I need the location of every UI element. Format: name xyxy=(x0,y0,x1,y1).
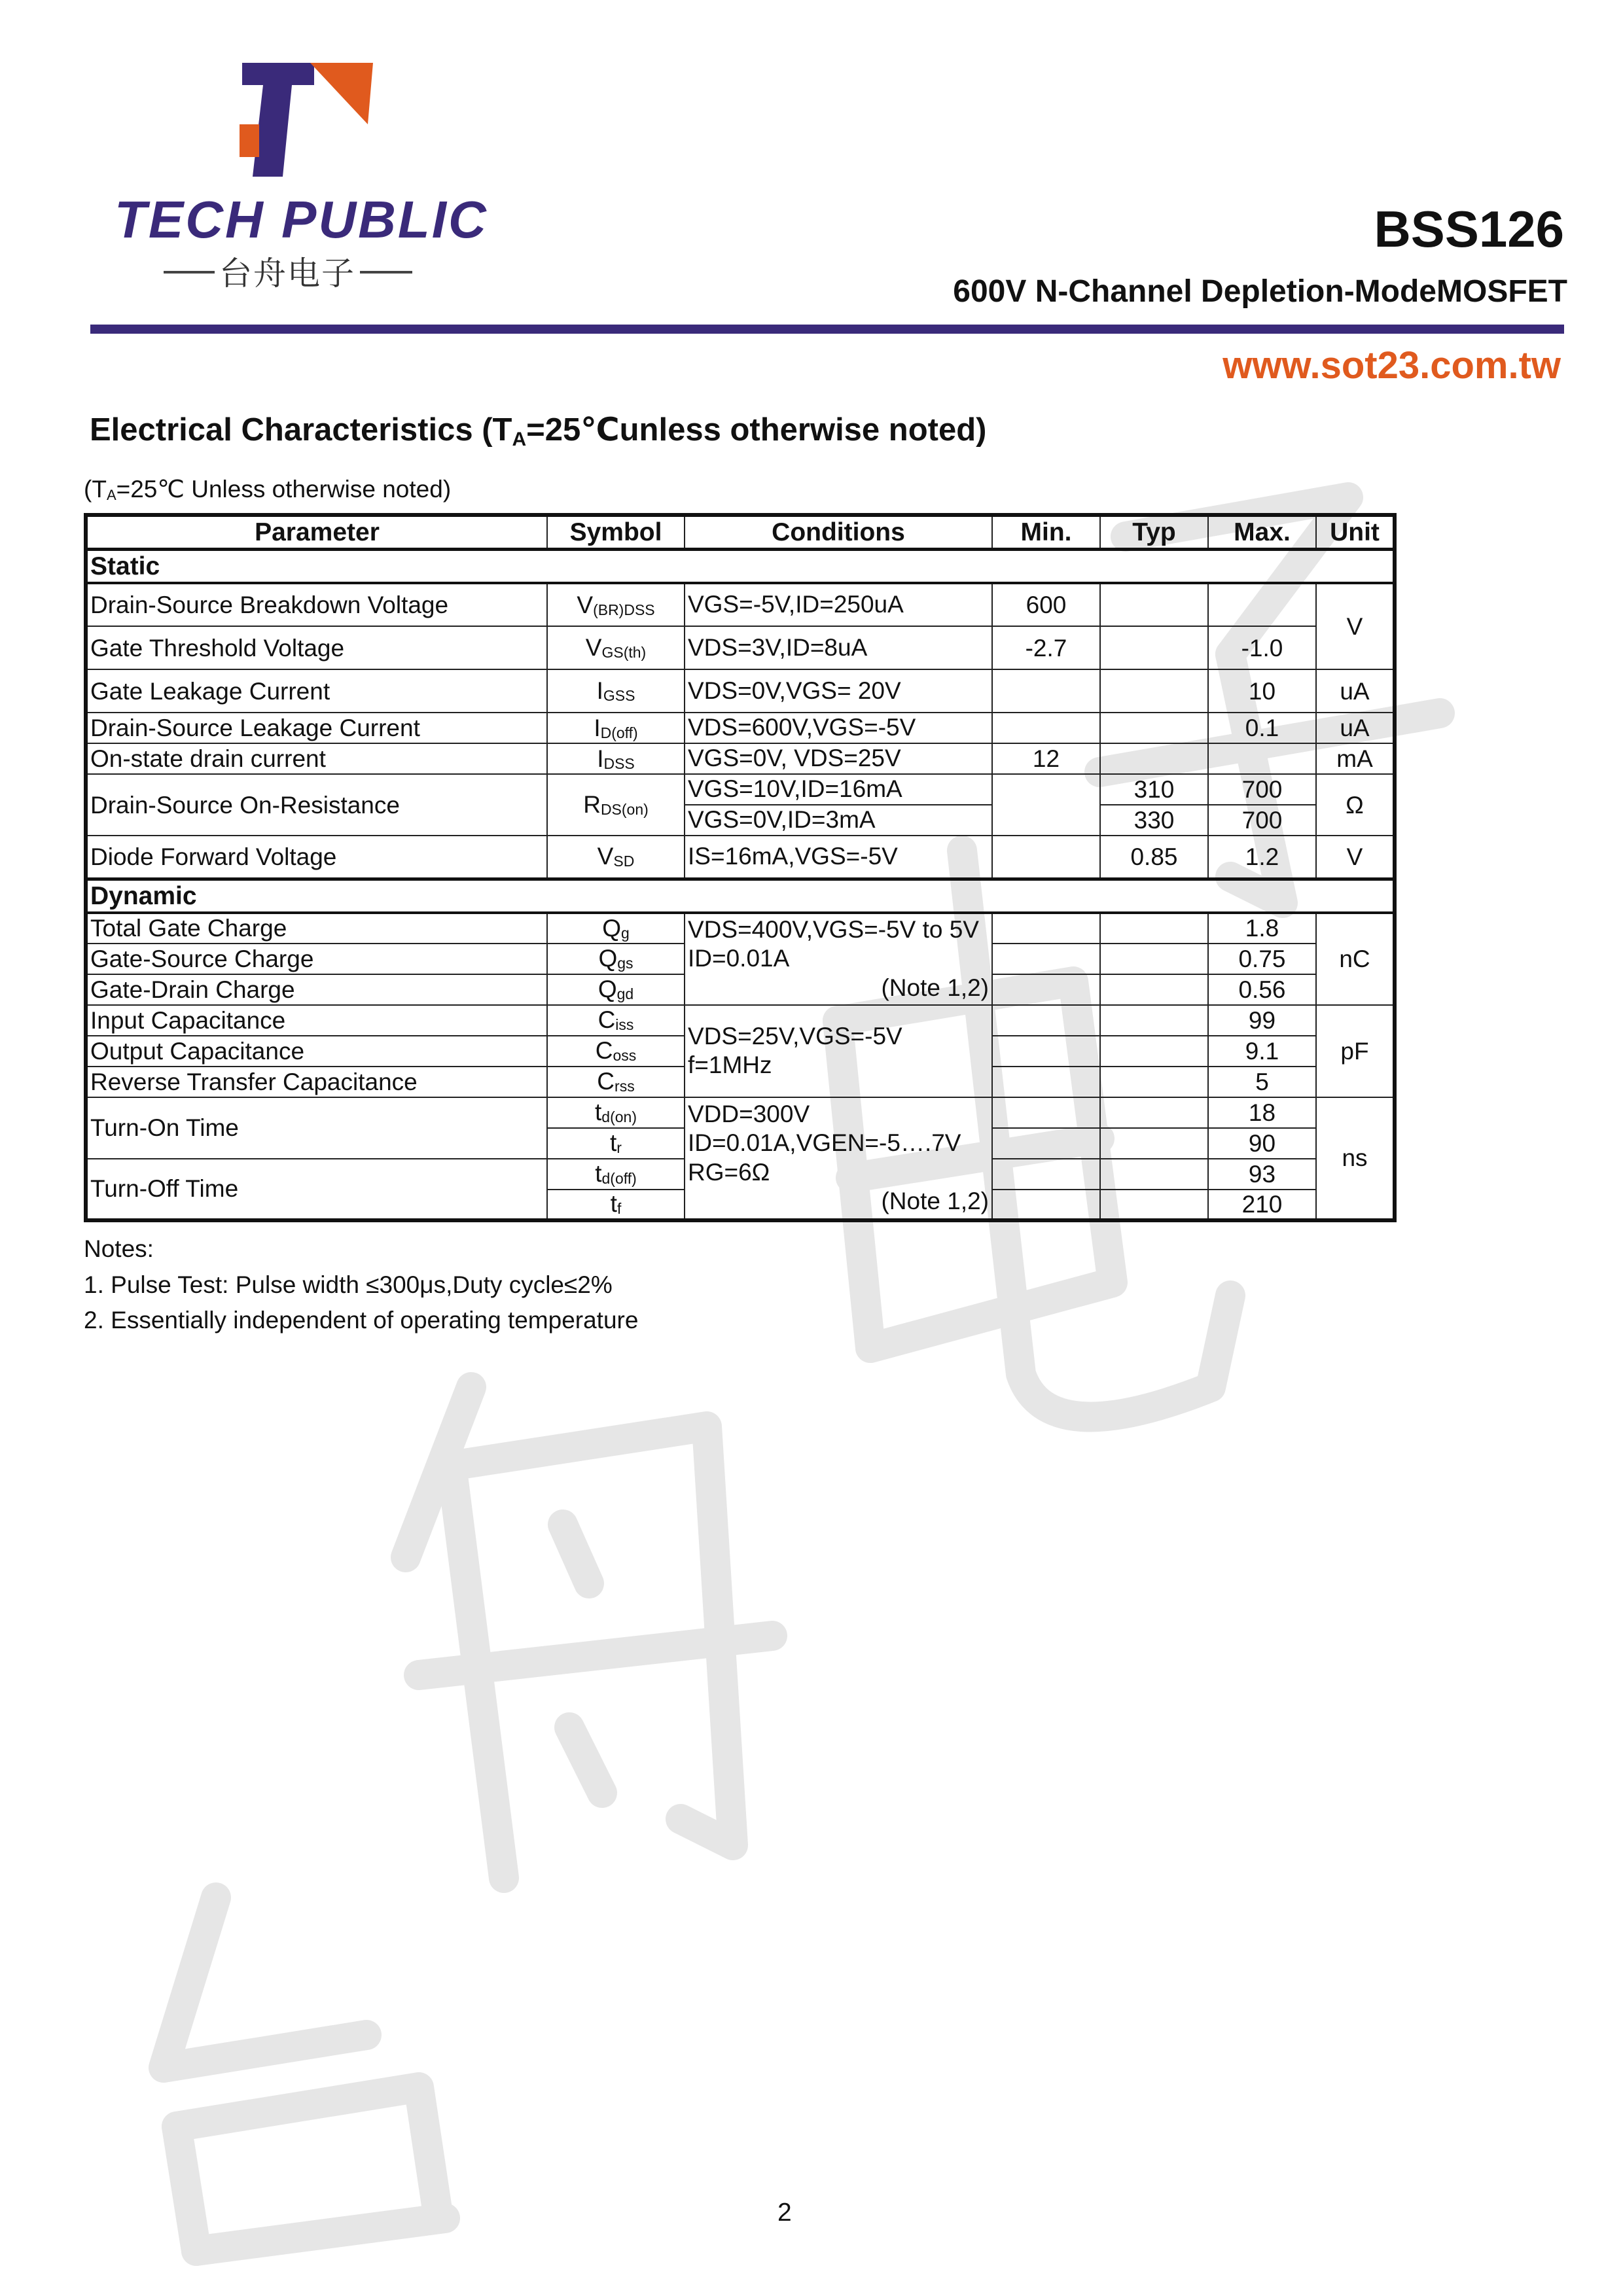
min-cell xyxy=(992,944,1100,974)
table-row xyxy=(86,713,1395,743)
header-divider xyxy=(90,325,1564,334)
table-row xyxy=(86,583,1395,626)
typ-cell xyxy=(1100,713,1208,743)
col-header-parameter: Parameter xyxy=(86,515,547,550)
max-cell: 5 xyxy=(1208,1067,1316,1097)
max-cell: 1.8 xyxy=(1208,913,1316,944)
section-subtitle: ($T_A=25℃$ Unless otherwise noted) xyxy=(84,476,452,503)
notes-title: Notes: xyxy=(84,1235,154,1262)
table-row xyxy=(86,743,1395,774)
param-cell: Drain-Source Breakdown Voltage xyxy=(86,583,547,626)
min-cell xyxy=(992,669,1100,713)
min-cell xyxy=(992,1159,1100,1190)
typ-cell xyxy=(1100,626,1208,669)
col-header-unit: Unit xyxy=(1316,515,1395,550)
typ-cell: 310 xyxy=(1100,774,1208,805)
symbol-cell: $C_{oss}$ xyxy=(547,1036,685,1067)
conditions-cell: VDS=0V,VGS= 20V xyxy=(685,669,992,713)
table-row xyxy=(86,836,1395,879)
max-cell: 93 xyxy=(1208,1159,1316,1190)
col-header-conditions: Conditions xyxy=(685,515,992,550)
param-cell: Gate Leakage Current xyxy=(86,669,547,713)
conditions-cell: VGS=10V,ID=16mA xyxy=(685,774,992,805)
conditions-cell: VGS=0V, VDS=25V xyxy=(685,743,992,774)
max-cell: 0.75 xyxy=(1208,944,1316,974)
symbol-cell: $t_{d(on)}$ xyxy=(547,1097,685,1128)
symbol-cell: $V_{SD}$ xyxy=(547,836,685,879)
symbol-cell: $C_{rss}$ xyxy=(547,1067,685,1097)
section-label-static: Static xyxy=(86,550,1395,584)
max-cell: 700 xyxy=(1208,805,1316,836)
brand-cn-lockup xyxy=(164,247,412,293)
max-cell: 210 xyxy=(1208,1190,1316,1220)
conditions-cell: VDS=3V,ID=8uA xyxy=(685,626,992,669)
max-cell: 10 xyxy=(1208,669,1316,713)
table-row xyxy=(86,626,1395,669)
conditions-cell: VGS=-5V,ID=250uA xyxy=(685,583,992,626)
brand-name: TECH PUBLIC xyxy=(115,190,488,249)
table-row xyxy=(86,774,1395,805)
part-number: BSS126 xyxy=(1374,200,1564,258)
min-cell xyxy=(992,913,1100,944)
param-cell: Output Capacitance xyxy=(86,1036,547,1067)
unit-cell: uA xyxy=(1316,713,1395,743)
symbol-cell: $t_r$ xyxy=(547,1128,685,1159)
symbol-cell: $t_f$ xyxy=(547,1190,685,1220)
max-cell: 9.1 xyxy=(1208,1036,1316,1067)
typ-cell xyxy=(1100,1159,1208,1190)
max-cell: 700 xyxy=(1208,774,1316,805)
symbol-cell: $V_{GS(th)}$ xyxy=(547,626,685,669)
max-cell: 0.56 xyxy=(1208,974,1316,1005)
symbol-cell: $I_{GSS}$ xyxy=(547,669,685,713)
min-cell xyxy=(992,1067,1100,1097)
conditions-cell: VDD=300V ID=0.01A,VGEN=-5….7V RG=6Ω (Note 1,2) xyxy=(685,1097,992,1220)
max-cell: 18 xyxy=(1208,1097,1316,1128)
param-cell: Gate Threshold Voltage xyxy=(86,626,547,669)
min-cell xyxy=(992,1128,1100,1159)
max-cell xyxy=(1208,583,1316,626)
min-cell: 12 xyxy=(992,743,1100,774)
unit-cell: ns xyxy=(1316,1097,1395,1220)
min-cell: 600 xyxy=(992,583,1100,626)
conditions-cell: VGS=0V,ID=3mA xyxy=(685,805,992,836)
section-row-static xyxy=(86,550,1395,584)
conditions-cell: IS=16mA,VGS=-5V xyxy=(685,836,992,879)
typ-cell xyxy=(1100,583,1208,626)
electrical-characteristics-table xyxy=(84,513,1397,1222)
symbol-cell: $t_{d(off)}$ xyxy=(547,1159,685,1190)
symbol-cell: $I_{DSS}$ xyxy=(547,743,685,774)
unit-cell: Ω xyxy=(1316,774,1395,836)
min-cell xyxy=(992,836,1100,879)
param-cell: Turn-Off Time xyxy=(86,1159,547,1220)
table-row xyxy=(86,1005,1395,1036)
symbol-cell: $Q_{gd}$ xyxy=(547,974,685,1005)
brand-cn-name: 台舟电子 xyxy=(219,255,355,292)
param-cell: Turn-On Time xyxy=(86,1097,547,1159)
param-cell: Reverse Transfer Capacitance xyxy=(86,1067,547,1097)
param-cell: Gate-Source Charge xyxy=(86,944,547,974)
typ-cell xyxy=(1100,1005,1208,1036)
table-row xyxy=(86,913,1395,944)
typ-cell xyxy=(1100,743,1208,774)
typ-cell xyxy=(1100,944,1208,974)
max-cell: 90 xyxy=(1208,1128,1316,1159)
symbol-cell: $R_{DS(on)}$ xyxy=(547,774,685,836)
min-cell: -2.7 xyxy=(992,626,1100,669)
min-cell xyxy=(992,1190,1100,1220)
symbol-cell: $C_{iss}$ xyxy=(547,1005,685,1036)
param-cell: Gate-Drain Charge xyxy=(86,974,547,1005)
col-header-min: Min. xyxy=(992,515,1100,550)
unit-cell: nC xyxy=(1316,913,1395,1005)
conditions-cell: VDS=600V,VGS=-5V xyxy=(685,713,992,743)
section-label-dynamic: Dynamic xyxy=(86,879,1395,913)
website-link[interactable]: www.sot23.com.tw xyxy=(1222,344,1561,387)
symbol-cell: $Q_g$ xyxy=(547,913,685,944)
col-header-symbol: Symbol xyxy=(547,515,685,550)
table-header-row xyxy=(86,515,1395,550)
typ-cell: 330 xyxy=(1100,805,1208,836)
symbol-cell: $I_{D(off)}$ xyxy=(547,713,685,743)
max-cell: 1.2 xyxy=(1208,836,1316,879)
typ-cell xyxy=(1100,974,1208,1005)
max-cell: -1.0 xyxy=(1208,626,1316,669)
min-cell xyxy=(992,1036,1100,1067)
conditions-cell: VDS=25V,VGS=-5V f=1MHz xyxy=(685,1005,992,1097)
unit-cell: mA xyxy=(1316,743,1395,774)
unit-cell: pF xyxy=(1316,1005,1395,1097)
divider xyxy=(164,271,215,274)
max-cell: 99 xyxy=(1208,1005,1316,1036)
divider xyxy=(360,271,412,274)
typ-cell xyxy=(1100,1128,1208,1159)
param-cell: Drain-Source On-Resistance xyxy=(86,774,547,836)
section-row-dynamic xyxy=(86,879,1395,913)
param-cell: Input Capacitance xyxy=(86,1005,547,1036)
min-cell xyxy=(992,974,1100,1005)
part-subtitle: 600V N-Channel Depletion-ModeMOSFET xyxy=(953,274,1567,309)
max-cell xyxy=(1208,743,1316,774)
min-cell xyxy=(992,1097,1100,1128)
page-number: 2 xyxy=(777,2199,792,2227)
note-item: 2. Essentially independent of operating temperature xyxy=(84,1307,639,1333)
typ-cell xyxy=(1100,1067,1208,1097)
typ-cell xyxy=(1100,669,1208,713)
max-cell: 0.1 xyxy=(1208,713,1316,743)
col-header-typ: Typ xyxy=(1100,515,1208,550)
typ-cell xyxy=(1100,1097,1208,1128)
symbol-cell: $Q_{gs}$ xyxy=(547,944,685,974)
table-row xyxy=(86,1097,1395,1128)
param-cell: On-state drain current xyxy=(86,743,547,774)
param-cell: Drain-Source Leakage Current xyxy=(86,713,547,743)
section-title: Electrical Characteristics ($T_A=25℃unless$ otherwise noted) xyxy=(90,412,987,450)
min-cell xyxy=(992,713,1100,743)
conditions-cell: VDS=400V,VGS=-5V to 5V ID=0.01A (Note 1,2) xyxy=(685,913,992,1005)
table-row xyxy=(86,669,1395,713)
param-cell: Total Gate Charge xyxy=(86,913,547,944)
typ-cell: 0.85 xyxy=(1100,836,1208,879)
note-item: 1. Pulse Test: Pulse width ≤300μs,Duty cycle≤2% xyxy=(84,1271,613,1298)
typ-cell xyxy=(1100,913,1208,944)
unit-cell: uA xyxy=(1316,669,1395,713)
typ-cell xyxy=(1100,1036,1208,1067)
min-cell xyxy=(992,774,1100,836)
col-header-max: Max. xyxy=(1208,515,1316,550)
symbol-cell: $V_{(BR)DSS}$ xyxy=(547,583,685,626)
param-cell: Diode Forward Voltage xyxy=(86,836,547,879)
typ-cell xyxy=(1100,1190,1208,1220)
unit-cell: V xyxy=(1316,836,1395,879)
unit-cell: V xyxy=(1316,583,1395,669)
min-cell xyxy=(992,1005,1100,1036)
